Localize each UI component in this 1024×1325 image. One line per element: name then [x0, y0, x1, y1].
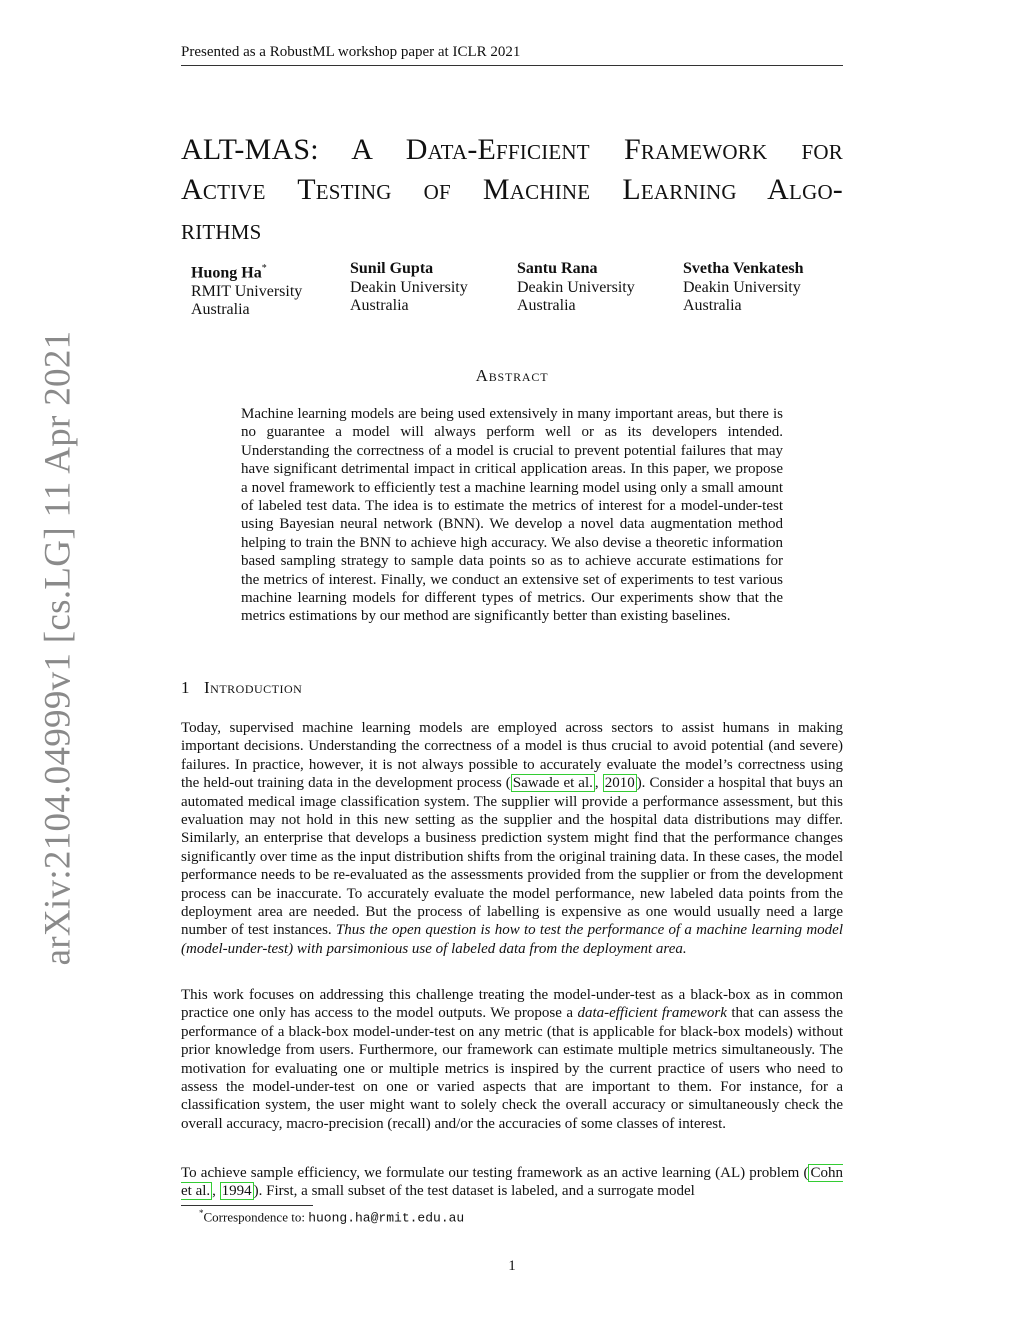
- author-4: [683, 260, 803, 316]
- footnote-mark: *: [199, 1208, 204, 1218]
- paragraph-text: Today, supervised machine learning models are employed across sectors to assist humans in making important decisions. Understanding the correctness of a model is thus crucial to avoid potential (and severe) failures. In practice, however, it is not always possible to accurately evaluate the model’s correctness using the held-out training data in the development process (: [181, 720, 843, 792]
- paragraph-italic-text: Thus the open question is how to test the performance of a machine learning model (model-under-test) with parsimonious use of labeled data from the deployment area.: [181, 922, 843, 957]
- paragraph-text: This work focuses on addressing this challenge treating the model-under-test as a black-box as in common practice one only has access to the model outputs. We propose a: [181, 987, 843, 1022]
- author-2: [350, 260, 468, 316]
- footnote-rule: [181, 1205, 313, 1206]
- citation-separator: ,: [212, 1183, 220, 1200]
- citation-year-link-1994[interactable]: [220, 1182, 254, 1200]
- title-line-2: Active Testing of Machine Learning Algo-: [181, 173, 843, 206]
- author-country: Australia: [191, 301, 250, 319]
- section-heading: [181, 678, 302, 698]
- author-name: Santu Rana: [517, 260, 598, 277]
- page-number: 1: [508, 1258, 516, 1274]
- intro-paragraph-3: [181, 1164, 843, 1201]
- paragraph-text: ). First, a small subset of the test dataset is labeled, and a surrogate model: [253, 1183, 695, 1200]
- author-affiliation: Deakin University: [683, 278, 801, 296]
- paragraph-italic-text: data-efficient framework: [577, 1005, 727, 1022]
- author-3: [517, 260, 635, 316]
- header-rule: [181, 65, 843, 66]
- paragraph-text: To achieve sample efficiency, we formulate our testing framework as an active learning (AL) problem (: [181, 1165, 809, 1181]
- footnote-email[interactable]: huong.ha@rmit.edu.au: [308, 1210, 465, 1226]
- arxiv-identifier: arXiv:2104.04999v1 [cs.LG] 11 Apr 2021: [37, 330, 79, 966]
- abstract-heading: Abstract: [475, 366, 549, 385]
- footnote-text: Correspondence to:: [203, 1209, 309, 1225]
- paper-title: [181, 130, 843, 250]
- citation-author: Sawade et al.: [512, 775, 593, 792]
- title-line-3: rithms: [181, 213, 262, 246]
- author-footnote-mark: *: [261, 263, 267, 274]
- section-number: 1: [181, 678, 190, 697]
- author-country: Australia: [517, 297, 576, 314]
- title-line-1: ALT-MAS: A Data-Efficient Framework for: [181, 133, 843, 166]
- author-affiliation: Deakin University: [517, 278, 635, 296]
- citation-author: Cohn et al.: [181, 1165, 843, 1200]
- footnote: [199, 1208, 464, 1225]
- citation-year: 1994: [221, 1183, 252, 1200]
- author-name: Huong Ha: [191, 264, 262, 282]
- running-header: Presented as a RobustML workshop paper at ICLR 2021: [181, 44, 521, 60]
- author-name: Svetha Venkatesh: [683, 260, 804, 277]
- citation-link-sawade[interactable]: [511, 774, 595, 792]
- intro-paragraph-1: [181, 719, 843, 958]
- section-title: Introduction: [204, 678, 303, 697]
- author-affiliation: RMIT University: [191, 282, 303, 300]
- citation-year: 2010: [604, 775, 635, 792]
- intro-paragraph-2: [181, 986, 843, 1133]
- author-country: Australia: [350, 297, 409, 314]
- author-1: [191, 260, 302, 320]
- citation-separator: ,: [594, 775, 603, 792]
- abstract-text: Machine learning models are being used extensively in many important areas, but there is no guarantee a model will always perform well or as its developers intended. Understanding the correctness of a model is crucial to prevent potential failures that may have significant detrimental impact in critical application areas. In this paper, we propose a novel framework to efficiently test a machine learning model using only a small amount of labeled test data. The idea is to estimate the metrics of interest for a model-under-test using Bayesian neural network (BNN). We develop a novel data augmentation method helping to train the BNN to achieve high accuracy. We also devise a theoretic information based sampling strategy to sample data points so as to achieve accurate estimations for the metrics of interest. Finally, we conduct an extensive set of experiments to test various machine learning models for different types of metrics. Our experiments show that the metrics estimations by our method are significantly better than existing baselines.: [241, 406, 783, 625]
- author-affiliation: Deakin University: [350, 278, 468, 296]
- citation-year-link-2010[interactable]: [603, 774, 637, 792]
- paragraph-text: that can assess the performance of a black-box model-under-test on any metric (that is applicable for black-box models) without prior knowledge from users. Furthermore, our framework can estimate multiple metrics simultaneously. The motivation for evaluating one or multiple metrics is inspired by the current practice of users who need to assess the model-under-test on one or varied aspects that are important to them. For instance, for a classification system, the user might want to solely check the overall accuracy or simultaneously check the overall accuracy, macro-precision (recall) and/or the accuracies of some classes of interest.: [181, 1005, 843, 1132]
- author-name: Sunil Gupta: [350, 260, 434, 277]
- paragraph-text: ). Consider a hospital that buys an automated medical image classification system. The supplier will provide a performance assessment, but this evaluation may not hold in this new setting as the supplier and the hospital data distributions may differ. Similarly, an enterprise that develops a business prediction system might find that the performance changes significantly over time as the input distribution shifts from the original training data. In these cases, the model performance needs to be re-evaluated as the assessments provided from the supplier or from the development process can be inaccurate. To accurately evaluate the model performance, new labeled data points from the deployment area are needed. But the process of labelling is expensive as one would usually need a large number of test instances.: [181, 775, 843, 939]
- author-country: Australia: [683, 297, 742, 314]
